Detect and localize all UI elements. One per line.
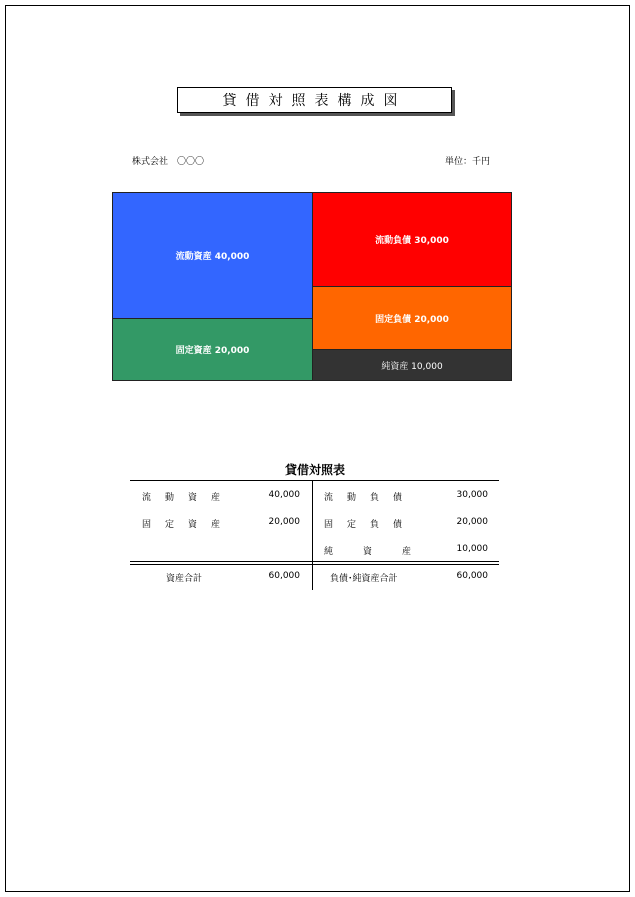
total-rule-2 [130,564,499,565]
center-rule [312,480,313,590]
total-rule-1 [130,561,499,562]
liability-label: 純資産 [324,547,442,557]
page [5,5,630,892]
block-label: 固定負債 20,000 [375,314,449,325]
liability-value: 30,000 [456,490,488,500]
asset-value: 20,000 [268,517,300,527]
liability-label: 流動負債 [324,493,417,503]
block-label: 流動資産 40,000 [175,252,250,262]
block-fixed-assets [112,318,313,381]
block-label: 流動負債 30,000 [375,236,449,246]
unit-label: 単位：千円 [445,157,491,167]
block-label: 純資産 10,000 [381,361,443,372]
liability-value: 10,000 [456,544,488,554]
asset-label: 固定資産 [142,520,235,530]
block-net-assets [312,349,512,381]
balance-sheet-table [130,480,499,590]
assets-total-label: 資産合計 [166,574,203,584]
asset-value: 40,000 [268,490,300,500]
liabilities-total-value: 60,000 [456,571,488,581]
page-title: 貸借対照表構成図 [177,87,452,113]
liability-value: 20,000 [456,517,488,527]
top-rule [130,480,499,481]
block-fixed-liabilities [312,286,512,350]
balance-sheet-title: 貸借対照表 [284,463,345,477]
company-name: 株式会社 〇〇〇 [132,157,205,167]
composition-chart [112,192,512,381]
block-current-liabilities [312,192,512,287]
assets-total-value: 60,000 [268,571,300,581]
block-current-assets [112,192,313,319]
asset-label: 流動資産 [142,493,235,503]
block-label: 固定資産 20,000 [175,346,250,356]
liabilities-total-label: 負債･純資産合計 [330,574,398,584]
liability-label: 固定負債 [324,520,417,530]
